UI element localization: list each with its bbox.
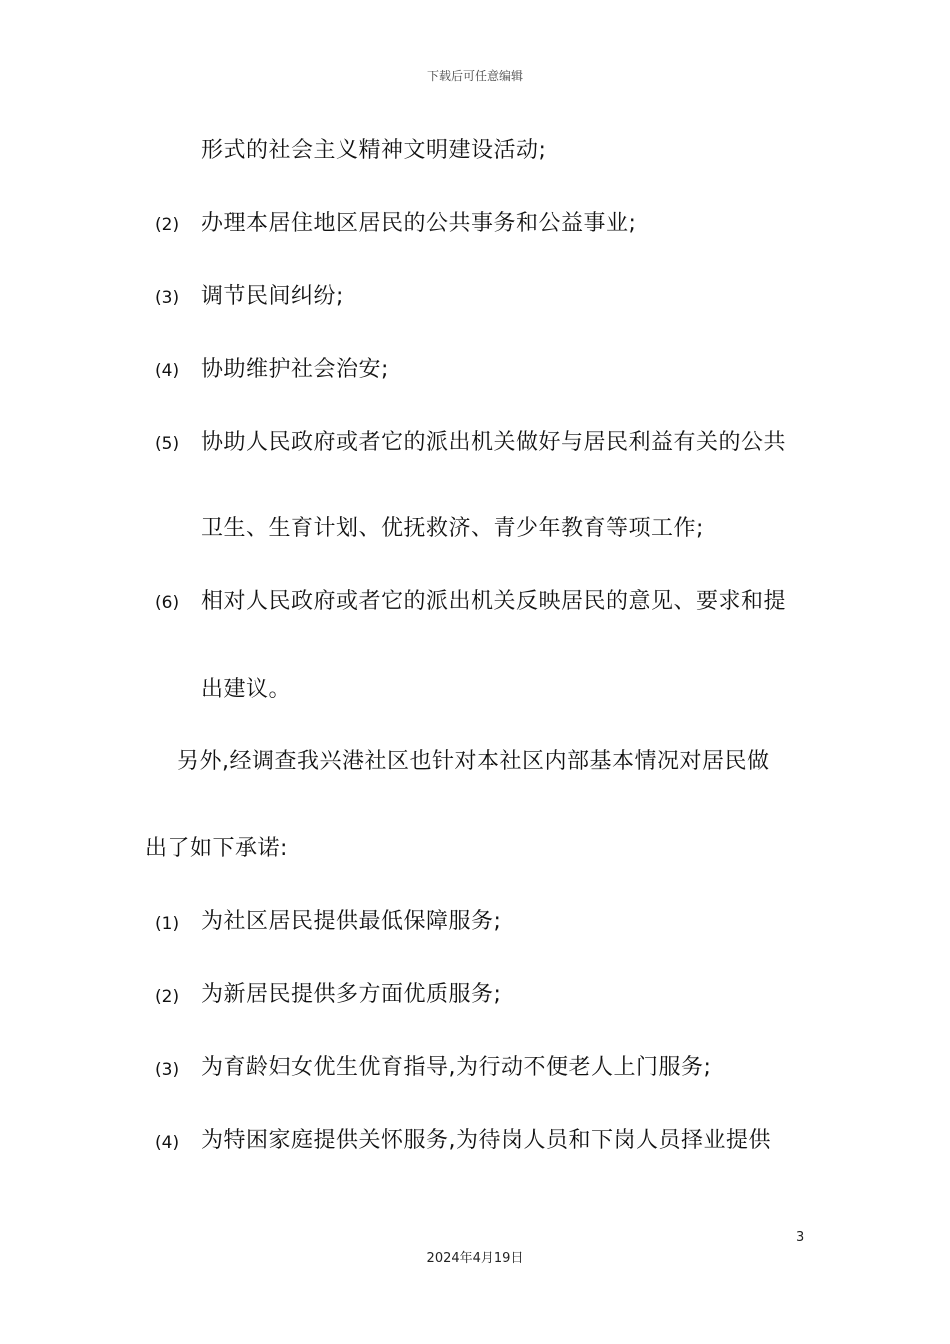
body-line: 出建议。 bbox=[201, 677, 292, 702]
page-number: 3 bbox=[796, 1230, 805, 1245]
body-line: 相对人民政府或者它的派出机关反映居民的意见、要求和提 bbox=[201, 589, 787, 614]
body-line: 办理本居住地区居民的公共事务和公益事业; bbox=[201, 211, 637, 236]
body-line: 协助维护社会治安; bbox=[201, 357, 389, 382]
list-number: (2) bbox=[155, 987, 180, 1007]
page-header: 下载后可任意编辑 bbox=[426, 69, 523, 83]
list-number: (4) bbox=[155, 361, 180, 381]
body-line: 为新居民提供多方面优质服务; bbox=[201, 982, 502, 1007]
list-number: (3) bbox=[155, 1060, 180, 1080]
body-line: 卫生、生育计划、优抚救济、青少年教育等项工作; bbox=[201, 516, 704, 541]
body-line: 为社区居民提供最低保障服务; bbox=[201, 909, 502, 934]
list-number: (5) bbox=[155, 434, 180, 454]
body-line: 出了如下承诺: bbox=[145, 836, 288, 861]
body-line: 形式的社会主义精神文明建设活动; bbox=[201, 138, 547, 163]
list-number: (1) bbox=[155, 914, 180, 934]
body-line: 调节民间纠纷; bbox=[201, 284, 344, 309]
footer-date: 2024年4月19日 bbox=[426, 1251, 524, 1266]
list-number: (2) bbox=[155, 215, 180, 235]
body-line: 另外,经调查我兴港社区也针对本社区内部基本情况对居民做 bbox=[177, 749, 770, 774]
body-line: 为育龄妇女优生优育指导,为行动不便老人上门服务; bbox=[201, 1055, 712, 1080]
list-number: (4) bbox=[155, 1133, 180, 1153]
body-line: 协助人民政府或者它的派出机关做好与居民利益有关的公共 bbox=[201, 430, 787, 455]
list-number: (6) bbox=[155, 593, 180, 613]
body-line: 为特困家庭提供关怀服务,为待岗人员和下岗人员择业提供 bbox=[201, 1128, 771, 1153]
list-number: (3) bbox=[155, 288, 180, 308]
